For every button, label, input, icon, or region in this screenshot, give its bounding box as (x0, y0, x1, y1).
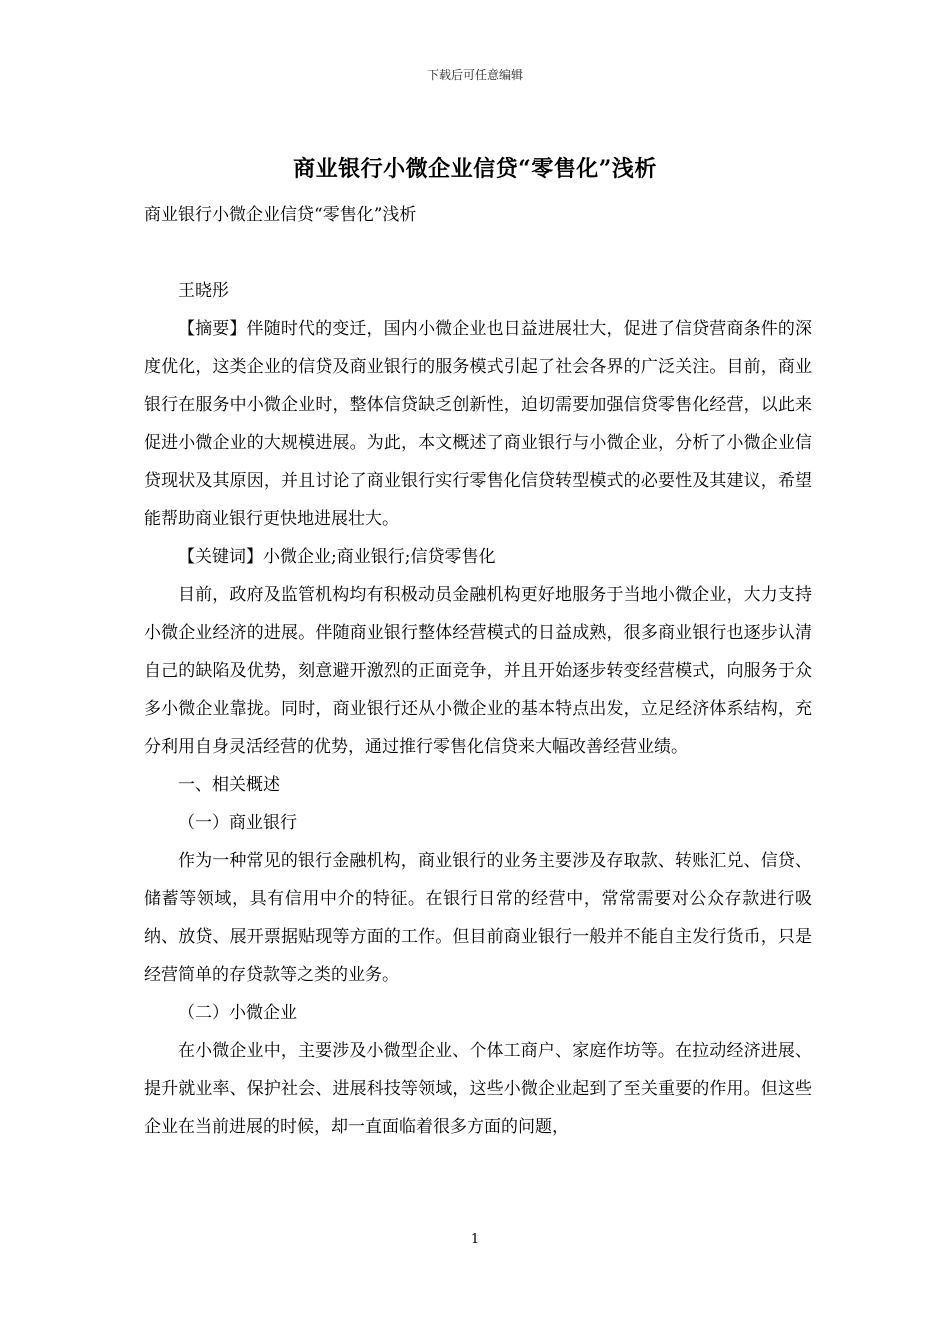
document-body (144, 196, 812, 1146)
body-paragraph-sme: 在小微企业中，主要涉及小微型企业、个体工商户、家庭作坊等。在拉动经济进展、提升就业率、保护社会、进展科技等领域，这些小微企业起到了至关重要的作用。但这些企业在当前进展的时候，却一直面临着很多方面的问题， (144, 1041, 812, 1137)
page-number: 1 (470, 1232, 480, 1247)
subsection-heading-2: （二）小微企业 (178, 1003, 297, 1023)
spacer (144, 234, 812, 272)
intro-paragraph: 目前，政府及监管机构均有积极动员金融机构更好地服务于当地小微企业，大力支持小微企业经济的进展。伴随商业银行整体经营模式的日益成熟，很多商业银行也逐步认清自己的缺陷及优势，刻意避开激烈的正面竞争，并且开始逐步转变经营模式，向服务于众多小微企业靠拢。同时，商业银行还从小微企业的基本特点出发，立足经济体系结构，充分利用自身灵活经营的优势，通过推行零售化信贷来大幅改善经营业绩。 (144, 585, 812, 757)
document-subtitle: 商业银行小微企业信贷“零售化”浅析 (144, 205, 417, 225)
subsection-heading-1: （一）商业银行 (178, 813, 297, 833)
keywords-paragraph: 【关键词】小微企业;商业银行;信贷零售化 (178, 547, 496, 567)
document-title: 商业银行小微企业信贷“零售化”浅析 (293, 156, 657, 182)
body-paragraph-bank: 作为一种常见的银行金融机构，商业银行的业务主要涉及存取款、转账汇兑、信贷、储蓄等领域，具有信用中介的特征。在银行日常的经营中，常常需要对公众存款进行吸纳、放贷、展开票据贴现等方面的工作。但目前商业银行一般并不能自主发行货币，只是经营简单的存贷款等之类的业务。 (144, 851, 812, 985)
abstract-paragraph: 【摘要】伴随时代的变迁，国内小微企业也日益进展壮大，促进了信贷营商条件的深度优化，这类企业的信贷及商业银行的服务模式引起了社会各界的广泛关注。目前，商业银行在服务中小微企业时，整体信贷缺乏创新性，迫切需要加强信贷零售化经营，以此来促进小微企业的大规模进展。为此，本文概述了商业银行与小微企业，分析了小微企业信贷现状及其原因，并且讨论了商业银行实行零售化信贷转型模式的必要性及其建议，希望能帮助商业银行更快地进展壮大。 (144, 319, 812, 529)
section-heading-1: 一、相关概述 (178, 775, 280, 795)
page-header: 下载后可任意编辑 (426, 68, 523, 82)
author-name: 王晓彤 (178, 281, 229, 301)
